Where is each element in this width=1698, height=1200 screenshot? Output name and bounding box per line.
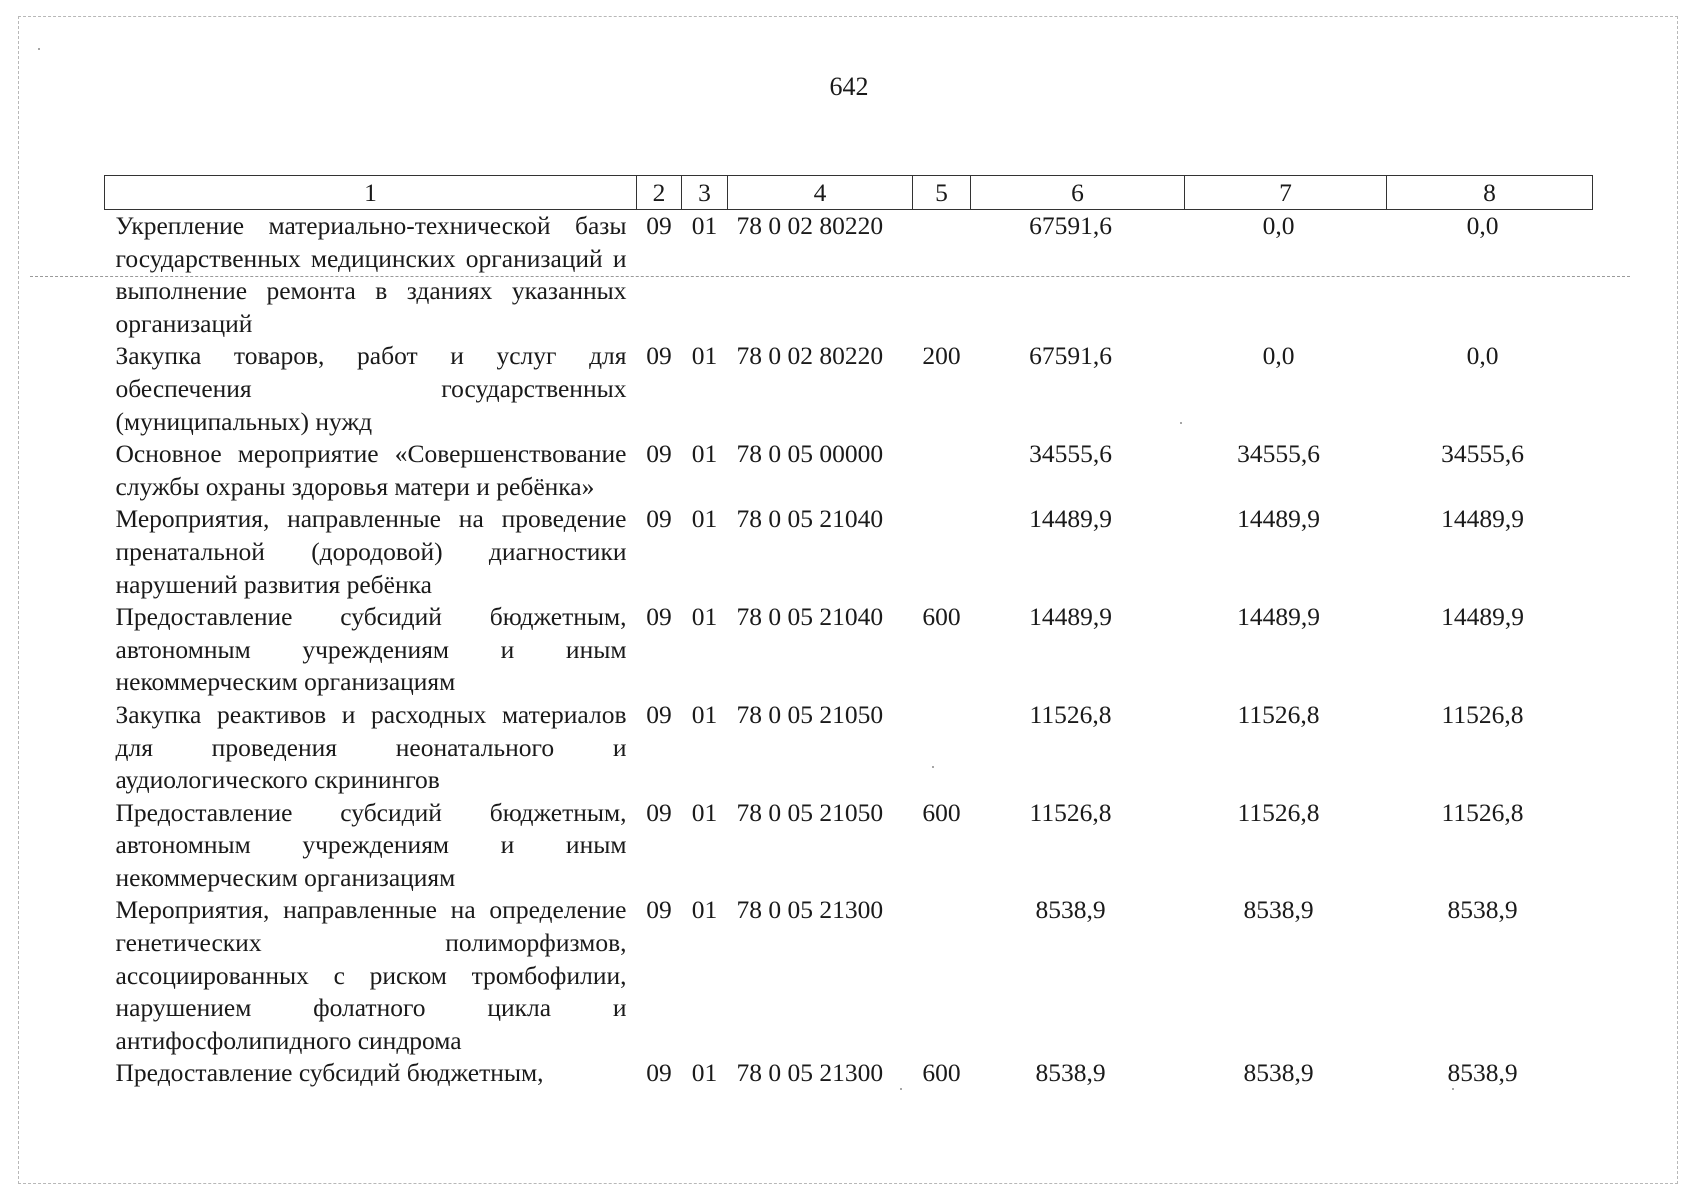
cell-amount-6: 14489,9 [1029, 504, 1112, 534]
cell-amount-8: 34555,6 [1441, 439, 1524, 469]
cell-section: 09 [646, 1058, 672, 1088]
cell-expense-type [913, 503, 971, 601]
column-header: 8 [1387, 176, 1593, 210]
cell-subsection: 01 [691, 211, 718, 240]
cell-subsection: 01 [691, 1058, 718, 1088]
cell-amount-6: 34555,6 [1029, 439, 1112, 469]
cell-amount-8: 14489,9 [1441, 504, 1524, 534]
budget-table [104, 175, 1593, 1090]
table-row [105, 894, 1593, 1057]
cell-section: 09 [646, 341, 672, 371]
cell-expense-type: 200 [922, 341, 961, 371]
cell-amount-7: 14489,9 [1237, 602, 1320, 632]
cell-amount-7: 11526,8 [1237, 699, 1320, 729]
cell-amount-7: 34555,6 [1237, 439, 1320, 469]
cell-amount-7: 14489,9 [1237, 504, 1320, 534]
cell-amount-8: 8538,9 [1447, 1058, 1518, 1088]
cell-subsection: 01 [691, 797, 718, 827]
cell-amount-6: 8538,9 [1035, 895, 1106, 925]
cell-amount-7: 8538,9 [1243, 895, 1314, 925]
cell-amount-7: 8538,9 [1243, 1058, 1314, 1088]
row-description: Предоставление субсидий бюджетным, [115, 1058, 544, 1088]
cell-subsection: 01 [691, 439, 718, 469]
cell-amount-8: 11526,8 [1441, 797, 1524, 827]
row-description: Закупка реактивов и расходных материалов для проведения неонатального и аудиологического скринингов [115, 699, 627, 795]
table-row [105, 1057, 1593, 1090]
cell-amount-8: 14489,9 [1441, 602, 1524, 632]
cell-section: 09 [646, 504, 672, 534]
table-row [105, 601, 1593, 699]
column-header: 4 [728, 176, 913, 210]
page-number: 642 [829, 72, 869, 101]
column-header: 6 [971, 176, 1185, 210]
cell-section: 09 [646, 699, 672, 729]
row-description: Мероприятия, направленные на определение генетических полиморфизмов, ассоциированных с риском тромбофилии, нарушением фолатного цикла и антифосфолипидного синдрома [115, 895, 627, 1055]
cell-target-code: 78 0 02 80220 [736, 211, 884, 240]
row-description: Предоставление субсидий бюджетным, автономным учреждениям и иным некоммерческим организациям [115, 602, 627, 697]
cell-amount-6: 67591,6 [1029, 341, 1112, 371]
table-row [105, 438, 1593, 503]
cell-amount-6: 8538,9 [1035, 1058, 1106, 1088]
cell-amount-7: 0,0 [1262, 211, 1295, 240]
cell-expense-type [913, 699, 971, 797]
cell-target-code: 78 0 05 21300 [736, 895, 884, 925]
cell-target-code: 78 0 02 80220 [736, 341, 884, 371]
cell-subsection: 01 [691, 602, 718, 632]
cell-target-code: 78 0 05 21040 [736, 602, 884, 632]
cell-amount-7: 11526,8 [1237, 797, 1320, 827]
row-description: Мероприятия, направленные на проведение пренатальной (дородовой) диагностики нарушений развития ребёнка [115, 504, 627, 599]
column-header: 2 [637, 176, 682, 210]
cell-subsection: 01 [691, 699, 718, 729]
cell-target-code: 78 0 05 00000 [736, 439, 884, 469]
row-description: Закупка товаров, работ и услуг для обеспечения государственных (муниципальных) нужд [115, 341, 627, 436]
column-header: 5 [913, 176, 971, 210]
cell-expense-type [913, 438, 971, 503]
cell-amount-6: 11526,8 [1029, 699, 1112, 729]
cell-expense-type [913, 210, 971, 341]
cell-expense-type [913, 894, 971, 1057]
cell-expense-type: 600 [922, 797, 961, 827]
row-description: Предоставление субсидий бюджетным, автономным учреждениям и иным некоммерческим организациям [115, 797, 627, 892]
cell-amount-6: 67591,6 [1029, 211, 1112, 240]
cell-section: 09 [646, 439, 672, 469]
cell-section: 09 [646, 797, 672, 827]
column-header: 3 [682, 176, 728, 210]
cell-amount-8: 0,0 [1466, 211, 1499, 240]
cell-target-code: 78 0 05 21050 [736, 699, 884, 729]
cell-section: 09 [646, 211, 672, 240]
column-header: 7 [1185, 176, 1387, 210]
cell-section: 09 [646, 895, 672, 925]
cell-amount-6: 11526,8 [1029, 797, 1112, 827]
cell-subsection: 01 [691, 341, 718, 371]
cell-amount-8: 8538,9 [1447, 895, 1518, 925]
table-header-row [105, 176, 1593, 210]
table-row [105, 699, 1593, 797]
row-description: Основное мероприятие «Совершенствование службы охраны здоровья матери и ребёнка» [115, 439, 627, 501]
table-row [105, 210, 1593, 341]
cell-subsection: 01 [691, 504, 718, 534]
table-row [105, 797, 1593, 895]
column-header: 1 [105, 176, 637, 210]
cell-target-code: 78 0 05 21300 [736, 1058, 884, 1088]
cell-expense-type: 600 [922, 1058, 961, 1088]
cell-subsection: 01 [691, 895, 718, 925]
cell-expense-type: 600 [922, 602, 961, 632]
cell-amount-8: 11526,8 [1441, 699, 1524, 729]
cell-amount-7: 0,0 [1262, 341, 1295, 371]
table-row [105, 340, 1593, 438]
cell-target-code: 78 0 05 21040 [736, 504, 884, 534]
row-description: Укрепление материально-технической базы государственных медицинских организаций и выполнение ремонта в зданиях указанных организаций [115, 211, 627, 338]
table-row [105, 503, 1593, 601]
cell-target-code: 78 0 05 21050 [736, 797, 884, 827]
cell-section: 09 [646, 602, 672, 632]
scan-speck [38, 48, 40, 50]
cell-amount-6: 14489,9 [1029, 602, 1112, 632]
cell-amount-8: 0,0 [1466, 341, 1499, 371]
